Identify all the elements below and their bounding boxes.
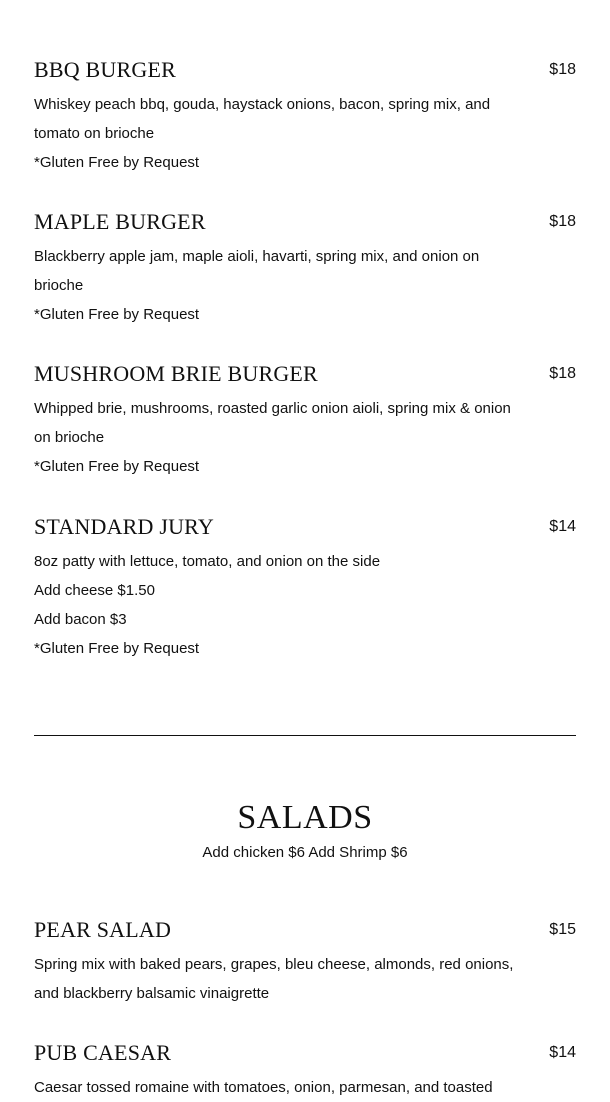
- menu-item-price: $18: [549, 213, 576, 230]
- menu-item-header: [34, 208, 576, 236]
- menu-item-name: MUSHROOM BRIE BURGER: [34, 361, 318, 386]
- menu-item-name: PUB CAESAR: [34, 1040, 172, 1065]
- menu-item-header: [34, 56, 576, 84]
- menu-item-pear-salad: [34, 916, 576, 1008]
- menu-item-description: [34, 90, 534, 177]
- gluten-free-note: *Gluten Free by Request: [34, 458, 200, 475]
- menu-item-description: [34, 950, 534, 1008]
- section-divider: [34, 735, 576, 736]
- gluten-free-note: *Gluten Free by Request: [34, 640, 200, 657]
- description-line: 8oz patty with lettuce, tomato, and onion on the side: [34, 553, 381, 570]
- menu-item-description: [34, 394, 534, 481]
- menu-item-header: [34, 916, 576, 944]
- menu-item-price: $18: [549, 365, 576, 382]
- description-line: tomato on brioche: [34, 125, 155, 142]
- section-add-on-note: Add chicken $6 Add Shrimp $6: [202, 844, 408, 861]
- description-line: Blackberry apple jam, maple aioli, havarti, spring mix, and onion on: [34, 248, 480, 265]
- description-line: Whiskey peach bbq, gouda, haystack onions, bacon, spring mix, and: [34, 96, 491, 113]
- description-line: brioche: [34, 277, 84, 294]
- menu-item-header: [34, 1039, 576, 1067]
- gluten-free-note: *Gluten Free by Request: [34, 154, 200, 171]
- menu-item-description: [34, 242, 534, 329]
- menu-item-name: MAPLE BURGER: [34, 209, 206, 234]
- menu-item-price: $18: [549, 61, 576, 78]
- menu-item-name: BBQ BURGER: [34, 57, 176, 82]
- menu-item-name: STANDARD JURY: [34, 514, 214, 539]
- section-title-salads: SALADS: [237, 799, 373, 836]
- menu-item-bbq-burger: [34, 56, 576, 177]
- menu-item-description: [34, 1073, 534, 1102]
- menu-item-price: $14: [549, 518, 576, 535]
- description-line: on brioche: [34, 429, 105, 446]
- menu-item-standard-jury: [34, 513, 576, 663]
- menu-item-name: PEAR SALAD: [34, 917, 172, 942]
- description-line: Whipped brie, mushrooms, roasted garlic onion aioli, spring mix & onion: [34, 400, 511, 417]
- menu-item-price: $15: [549, 921, 576, 938]
- menu-item-maple-burger: [34, 208, 576, 329]
- menu-item-description: [34, 547, 534, 663]
- add-on-line: Add bacon $3: [34, 611, 127, 628]
- menu-item-mushroom-brie-burger: [34, 360, 576, 481]
- description-line: and blackberry balsamic vinaigrette: [34, 985, 270, 1002]
- cut-off-heading-edge: [170, 0, 440, 2]
- description-line: Caesar tossed romaine with tomatoes, onion, parmesan, and toasted: [34, 1079, 493, 1096]
- menu-item-header: [34, 513, 576, 541]
- gluten-free-note: *Gluten Free by Request: [34, 306, 200, 323]
- menu-item-pub-caesar: [34, 1039, 576, 1102]
- add-on-line: Add cheese $1.50: [34, 582, 155, 599]
- menu-item-header: [34, 360, 576, 388]
- description-line: Spring mix with baked pears, grapes, bleu cheese, almonds, red onions,: [34, 956, 514, 973]
- menu-item-price: $14: [549, 1044, 576, 1061]
